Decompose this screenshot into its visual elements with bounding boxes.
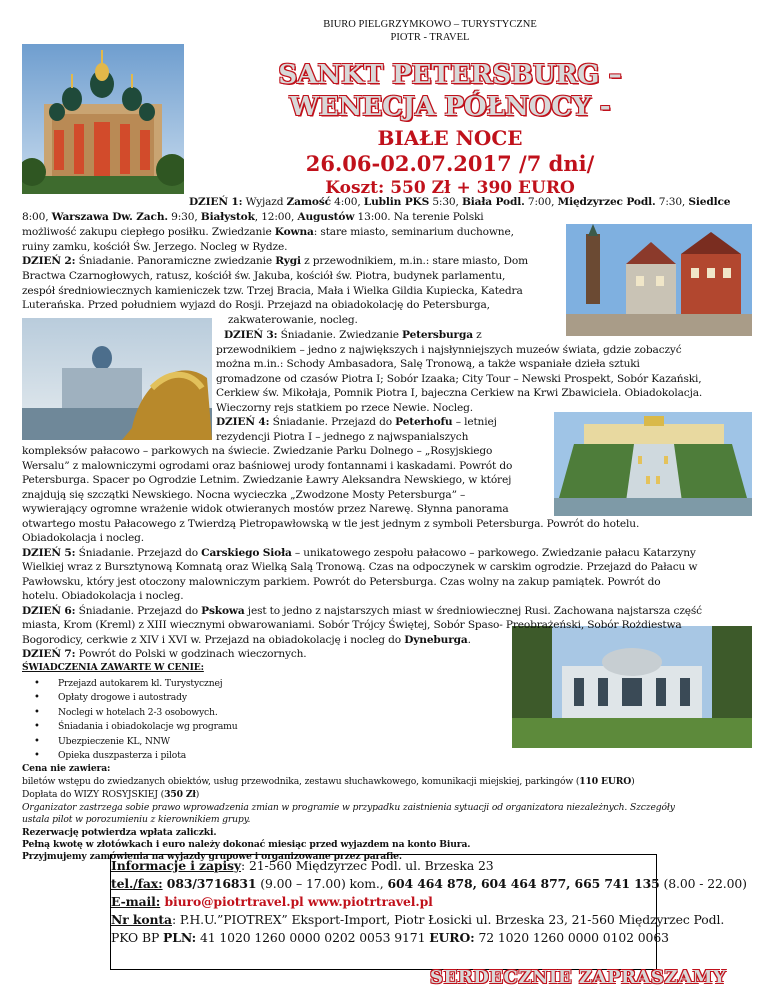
agency-name: BIURO PIELGRZYMKOWO – TURYSTYCZNE xyxy=(323,19,537,30)
day3-line: DZIEŃ 3: Śniadanie. Zwiedzanie Petersburga z xyxy=(224,329,482,341)
program-line: hotelu. Obiadokolacja i nocleg. xyxy=(22,590,184,602)
program-line: Bogorodicy, cerkwie z XIV i XVI w. Przejazd na obiadokolację i nocleg do Dyneburga. xyxy=(22,634,471,646)
agency-brand: PIOTR - TRAVEL xyxy=(390,32,470,43)
church-photo xyxy=(22,44,184,194)
reservation-note: Rezerwację potwierdza wpłata zaliczki. xyxy=(22,827,217,838)
program-line: przewodnikiem – jedno z największych i najsłynniejszych muzeów świata, gdzie zobaczyć xyxy=(216,344,682,356)
bank-account: Nr konta: P.H.U.”PIOTREX” Eksport-Import, Piotr Łosicki ul. Brzeska 23, 21-560 Międzyrzec Podl. xyxy=(111,912,725,927)
program-line: 8:00, Warszawa Dw. Zach. 9:30, Białystok, 12:00, Augustów 13:00. Na terenie Polski xyxy=(22,211,484,223)
program-line: kompleksów pałacowo – parkowych na świecie. Zwiedzanie Parku Dolnego – „Rosyjskiego xyxy=(22,445,493,457)
bullet-icon: • xyxy=(34,721,40,733)
groups-note: Przyjmujemy zamówienia na wyjazdy grupowe i organizowane przez parafie. xyxy=(22,851,402,862)
included-item: Przejazd autokarem kl. Turystycznej xyxy=(58,678,223,689)
title-line-1: SANKT PETERSBURG – xyxy=(278,60,622,90)
program-line: otwartego mostu Pałacowego z Twierdzą Pietropawłowską w tle jest jednym z symboli Petersburga. Powrót do hotelu. xyxy=(22,518,640,530)
program-line: Obiadokolacja i nocleg. xyxy=(22,532,144,544)
bullet-icon: • xyxy=(34,735,40,747)
disclaimer-line-1: Organizator zastrzega sobie prawo wprowadzenia zmian w programie w przypadku zaistnienia sytuacji od organizatora niezależnych. Szczegóły xyxy=(22,802,675,813)
visa-surcharge: Dopłata do WIZY ROSYJSKIEJ (350 Zł) xyxy=(22,789,200,800)
title-line-3: BIAŁE NOCE xyxy=(377,126,523,150)
bank-numbers: PKO BP PLN: 41 1020 1260 0000 0202 0053 9171 EURO: 72 1020 1260 0000 0102 0063 xyxy=(111,930,669,945)
included-heading: ŚWIADCZENIA ZAWARTE W CENIE: xyxy=(22,662,204,673)
contact-email[interactable]: E-mail: biuro@piotrtravel.pl www.piotrtravel.pl xyxy=(111,894,433,909)
program-line: miasta, Krom (Kreml) z XIII wiecznymi obwarowaniami. Sobór Trójcy Świętej, Sobór Spaso- Preobrażeński, Sobór Rożdiestwa xyxy=(22,619,682,631)
not-included-text: biletów wstępu do zwiedzanych obiektów, usług przewodnika, zestawu słuchawkowego, komunikacji miejskiej, parkingów (110 EURO) xyxy=(22,776,635,787)
canal-photo xyxy=(22,318,212,440)
day5-line: DZIEŃ 5: Śniadanie. Przejazd do Carskiego Sioła – unikatowego zespołu pałacowo – parkowego. Zwiedzanie pałacu Katarzyny xyxy=(22,547,696,559)
payment-note: Pełną kwotę w złotówkach i euro należy dokonać miesiąc przed wyjazdem na konto Biura. xyxy=(22,839,471,850)
program-line: Luterańska. Przed południem wyjazd do Rosji. Przejazd na obiadokolację do Petersburga, xyxy=(22,299,490,311)
pavilion-photo xyxy=(512,626,752,748)
contact-phones: tel./fax: 083/3716831 (9.00 – 17.00) kom., 604 464 878, 604 464 877, 665 741 135 (8.00 - 22.00) xyxy=(111,876,747,891)
day4-line: DZIEŃ 4: Śniadanie. Przejazd do Peterhofu – letniej xyxy=(216,416,497,428)
bullet-icon: • xyxy=(34,678,40,689)
program-line: można m.in.: Schody Ambasadora, Salę Tronową, a także wspaniałe dzieła sztuki xyxy=(216,358,640,370)
program-line: Cerkiew św. Mikołaja, Pomnik Piotra I, bajeczna Cerkiew na Krwi Zbawiciela. Obiadokolacja. xyxy=(216,387,703,399)
contact-box xyxy=(110,854,747,970)
program-line: Pawłowsku, który jest otoczony malowniczym parkiem. Powrót do Petersburga. Czas wolny na zakup pamiątek. Powrót do xyxy=(22,576,661,588)
bullet-icon: • xyxy=(34,706,40,718)
program-line: możliwość zakupu ciepłego posiłku. Zwiedzanie Kowna: stare miasto, seminarium duchowne, xyxy=(22,226,514,238)
bullet-icon: • xyxy=(34,750,40,761)
disclaimer-line-2: ustala pilot w porozumieniu z kierownikiem grupy. xyxy=(22,814,251,825)
included-item: Opłaty drogowe i autostrady xyxy=(58,692,187,704)
program-line: zakwaterowanie, nocleg. xyxy=(228,314,358,326)
day2-line: DZIEŃ 2: Śniadanie. Panoramiczne zwiedzanie Rygi z przewodnikiem, m.in.: stare miasto, Dom xyxy=(22,255,528,267)
included-item: Ubezpieczenie KL, NNW xyxy=(58,735,170,747)
program-line: wywierający ogromne wrażenie widok otwieranych mostów przez Narewę. Słynna panorama xyxy=(22,503,509,515)
program-line: Bractwa Czarnogłowych, ratusz, kościół św. Jakuba, kościół św. Piotra, budynek parlamentu, xyxy=(22,270,506,282)
trip-cost: Koszt: 550 Zł + 390 EURO xyxy=(325,178,575,198)
day1-line: DZIEŃ 1: Wyjazd Zamość 4:00, Lublin PKS 5:30, Biała Podl. 7:00, Międzyrzec Podl. 7:30, Siedlce xyxy=(189,196,731,208)
program-line: zespół średniowiecznych kamieniczek tzw. Trzej Bracia, Mała i Wielka Gildia Kupiecka, Katedra xyxy=(22,285,523,297)
not-included-heading: Cena nie zawiera: xyxy=(22,763,111,774)
program-line: rezydencji Piotra I – jednego z najwspanialszych xyxy=(216,431,469,443)
program-line: Wieczorny rejs statkiem po rzece Newie. Nocleg. xyxy=(216,402,474,414)
program-line: gromadzone od czasów Piotra I; Sobór Izaaka; City Tour – Newski Prospekt, Sobór Kazański, xyxy=(216,373,702,385)
program-line: znajdują się szczątki Newskiego. Nocna wycieczka „Zwodzone Mosty Petersburga” – xyxy=(22,489,466,501)
contact-address: Informacje i zapisy: 21-560 Międzyrzec Podl. ul. Brzeska 23 xyxy=(111,858,494,873)
riga-photo xyxy=(566,224,752,336)
peterhof-photo xyxy=(554,412,752,516)
program-line: Petersburga. Spacer po Ogrodzie Letnim. Zwiedzanie Ławry Aleksandra Newskiego, w której xyxy=(22,474,512,486)
title-line-2: WENECJA PÓŁNOCY - xyxy=(289,92,611,122)
closing-slogan: SERDECZNIE ZAPRASZAMY xyxy=(430,967,727,988)
program-line: Wielkiej wraz z Bursztynową Komnatą oraz Wielką Salą Tronową. Czas na odpoczynek w carskim ogrodzie. Przejazd do Pałacu w xyxy=(22,561,698,573)
bullet-icon: • xyxy=(34,692,40,704)
included-item: Opieka duszpasterza i pilota xyxy=(58,750,187,761)
day6-line: DZIEŃ 6: Śniadanie. Przejazd do Pskowa jest to jedno z najstarszych miast w średniowiecznej Rusi. Zachowana najstarsza część xyxy=(22,605,702,617)
program-line: ruiny zamku, kościół Św. Jerzego. Nocleg w Rydze. xyxy=(22,241,288,253)
trip-dates: 26.06-02.07.2017 /7 dni/ xyxy=(305,151,595,176)
day7-line: DZIEŃ 7: Powrót do Polski w godzinach wieczornych. xyxy=(22,648,307,660)
included-item: Śniadania i obiadokolacje wg programu xyxy=(58,721,238,733)
included-item: Noclegi w hotelach 2-3 osobowych. xyxy=(58,706,218,718)
program-line: Wersalu” z malowniczymi ogrodami oraz baśniowej urody fontannami i kaskadami. Powrót do xyxy=(22,460,513,472)
